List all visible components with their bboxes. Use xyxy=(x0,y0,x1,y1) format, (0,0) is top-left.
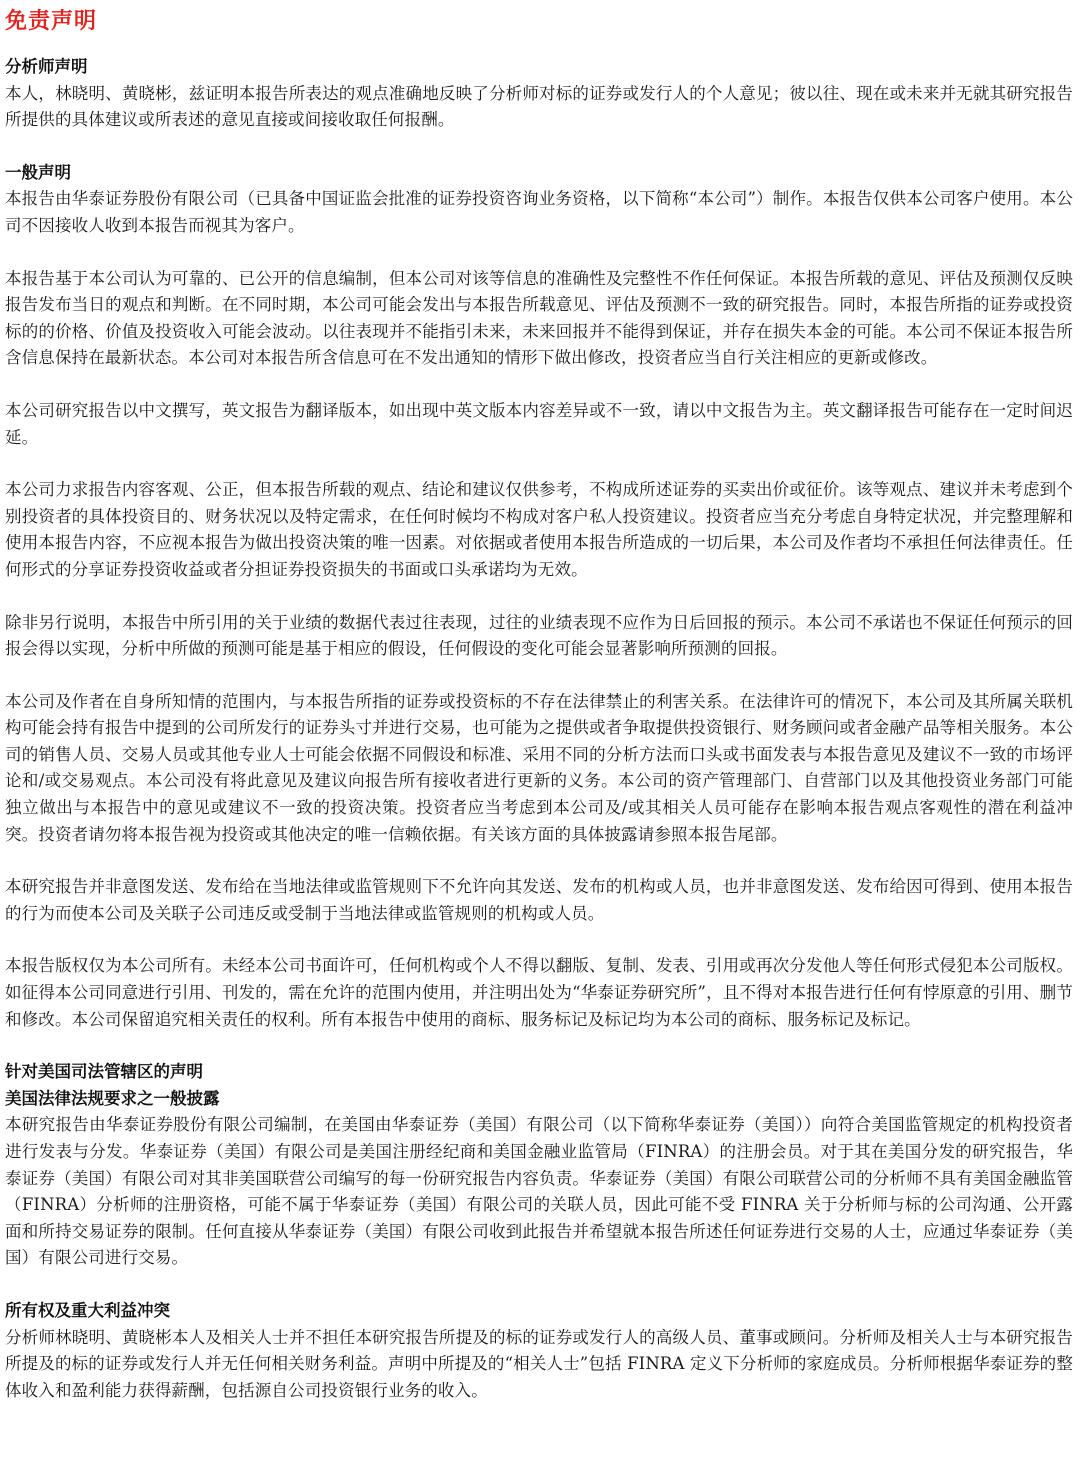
analyst-statement-section xyxy=(5,54,1073,134)
us-general-disclosure-subheading: 美国法律法规要求之一般披露 xyxy=(5,1088,220,1108)
spacer xyxy=(5,927,1073,953)
spacer xyxy=(5,134,1073,160)
general-paragraph-7: 本研究报告并非意图发送、发布给在当地法律或监管规则下不允许向其发送、发布的机构或人员，也并非意图发送、发布给因可得到、使用本报告的行为而使本公司及关联子公司违反或受制于当地法律或监管规则的机构或人员。 xyxy=(5,877,1073,923)
spacer xyxy=(5,663,1073,689)
us-jurisdiction-section xyxy=(5,1059,1073,1272)
ownership-conflict-paragraph: 分析师林晓明、黄晓彬本人及相关人士并不担任本研究报告所提及的标的证券或发行人的高级人员、董事或顾问。分析师及相关人士与本研究报告所提及的标的证券或发行人并无任何相关财务利益。声明中所提及的“相关人士”包括 FINRA 定义下分析师的家庭成员。分析师根据华泰证券的整体收入和盈利能力获得薪酬，包括源自公司投资银行业务的收入。 xyxy=(5,1327,1073,1400)
general-paragraph-5: 除非另行说明，本报告中所引用的关于业绩的数据代表过往表现，过往的业绩表现不应作为日后回报的预示。本公司不承诺也不保证任何预示的回报会得以实现，分析中所做的预测可能是基于相应的假设，任何假设的变化可能会显著影响所预测的回报。 xyxy=(5,612,1073,659)
spacer xyxy=(5,584,1073,610)
general-paragraph-8: 本报告版权仅为本公司所有。未经本公司书面许可，任何机构或个人不得以翻版、复制、发表、引用或再次分发他人等任何形式侵犯本公司版权。如征得本公司同意进行引用、刊发的，需在允许的范围内使用，并注明出处为“华泰证券研究所”，且不得对本报告进行任何有悖原意的引用、删节和修改。本公司保留追究相关责任的权利。所有本报告中使用的商标、服务标记及标记均为本公司的商标、服务标记及标记。 xyxy=(5,956,1073,1029)
general-paragraph-2: 本报告基于本公司认为可靠的、已公开的信息编制，但本公司对该等信息的准确性及完整性不作任何保证。本报告所载的意见、评估及预测仅反映报告发布当日的观点和判断。在不同时期，本公司可能会发出与本报告所载意见、评估及预测不一致的研究报告。同时，本报告所指的证券或投资标的的价格、价值及投资收入可能会波动。以往表现并不能指引未来，未来回报并不能得到保证，并存在损失本金的可能。本公司不保证本报告所含信息保持在最新状态。本公司对本报告所含信息可在不发出通知的情形下做出修改，投资者应当自行关注相应的更新或修改。 xyxy=(5,268,1073,368)
us-jurisdiction-heading: 针对美国司法管辖区的声明 xyxy=(5,1062,203,1082)
analyst-statement-paragraph: 本人，林晓明、黄晓彬，兹证明本报告所表达的观点准确地反映了分析师对标的证券或发行人的个人意见；彼以往、现在或未来并无就其研究报告所提供的具体建议或所表述的意见直接或间接收取任何报酬。 xyxy=(5,83,1073,130)
general-paragraph-6: 本公司及作者在自身所知情的范围内，与本报告所指的证券或投资标的不存在法律禁止的利害关系。在法律许可的情况下，本公司及其所属关联机构可能会持有报告中提到的公司所发行的证券头寸并进行交易，也可能为之提供或者争取提供投资银行、财务顾问或者金融产品等相关服务。本公司的销售人员、交易人员或其他专业人士可能会依据不同假设和标准、采用不同的分析方法而口头或书面发表与本报告意见及建议不一致的市场评论和/或交易观点。本公司没有将此意见及建议向报告所有接收者进行更新的义务。本公司的资产管理部门、自营部门以及其他投资业务部门可能独立做出与本报告中的意见或建议不一致的投资决策。投资者应当考虑到本公司及/或其相关人员可能存在影响本报告观点客观性的潜在利益冲突。投资者请勿将本报告视为投资或其他决定的唯一信赖依据。有关该方面的具体披露请参照本报告尾部。 xyxy=(5,691,1073,844)
general-paragraph-4: 本公司力求报告内容客观、公正，但本报告所载的观点、结论和建议仅供参考，不构成所述证券的买卖出价或征价。该等观点、建议并未考虑到个别投资者的具体投资目的、财务状况以及特定需求，在任何时候均不构成对客户私人投资建议。投资者应当充分考虑自身特定状况，并完整理解和使用本报告内容，不应视本报告为做出投资决策的唯一因素。对依据或者使用本报告所造成的一切后果，本公司及作者均不承担任何法律责任。任何形式的分享证券投资收益或者分担证券投资损失的书面或口头承诺均为无效。 xyxy=(5,480,1073,579)
us-disclosure-paragraph: 本研究报告由华泰证券股份有限公司编制，在美国由华泰证券（美国）有限公司（以下简称华泰证券（美国））向符合美国监管规定的机构投资者进行发表与分发。华泰证券（美国）有限公司是美国注册经纪商和美国金融业监管局（FINRA）的注册会员。对于其在美国分发的研究报告，华泰证券（美国）有限公司对其非美国联营公司编写的每一份研究报告内容负责。华泰证券（美国）有限公司联营公司的分析师不具有美国金融监管（FINRA）分析师的注册资格，可能不属于华泰证券（美国）有限公司的关联人员，因此可能不受 FINRA 关于分析师与标的公司沟通、公开露面和所持交易证券的限制。任何直接从华泰证券（美国）有限公司收到此报告并希望就本报告所述任何证券进行交易的人士，应通过华泰证券（美国）有限公司进行交易。 xyxy=(5,1115,1073,1268)
general-paragraph-1: 本报告由华泰证券股份有限公司（已具备中国证监会批准的证券投资咨询业务资格，以下简称“本公司”）制作。本报告仅供本公司客户使用。本公司不因接收人收到本报告而视其为客户。 xyxy=(5,189,1073,235)
spacer xyxy=(5,451,1073,477)
spacer xyxy=(5,372,1073,398)
analyst-statement-heading: 分析师声明 xyxy=(5,57,88,76)
disclaimer-page xyxy=(5,0,1073,1460)
spacer xyxy=(5,1272,1073,1298)
spacer xyxy=(5,848,1073,874)
general-statement-section xyxy=(5,160,1073,1033)
spacer xyxy=(5,240,1073,266)
general-statement-heading: 一般声明 xyxy=(5,162,71,182)
page-title: 免责声明 xyxy=(5,8,98,34)
spacer xyxy=(5,38,1073,54)
ownership-conflict-heading: 所有权及重大利益冲突 xyxy=(5,1300,170,1320)
spacer xyxy=(5,1033,1073,1059)
ownership-conflict-section xyxy=(5,1298,1073,1404)
general-paragraph-3: 本公司研究报告以中文撰写，英文报告为翻译版本，如出现中英文版本内容差异或不一致，请以中文报告为主。英文翻译报告可能存在一定时间迟延。 xyxy=(5,400,1073,447)
